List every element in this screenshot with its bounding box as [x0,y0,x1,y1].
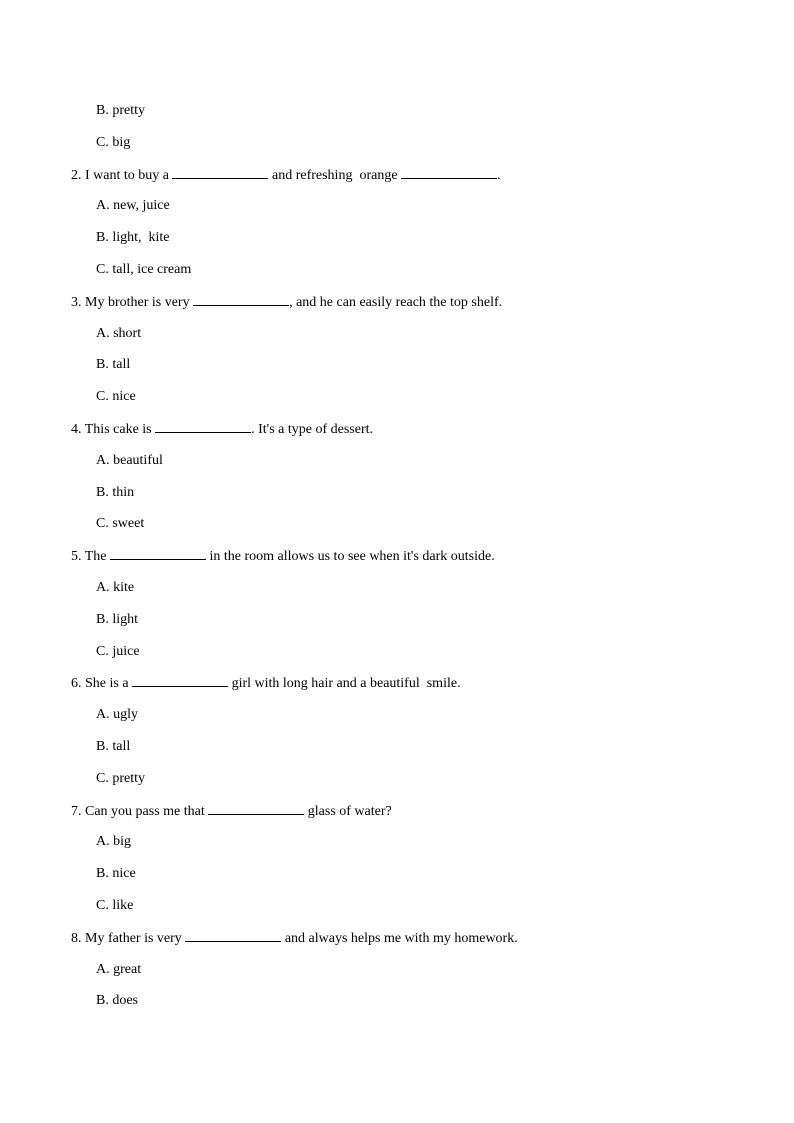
question-text: . [497,167,501,183]
question-text: 7. Can you pass me that [71,803,209,819]
answer-blank[interactable] [110,547,206,560]
question-text: glass of water? [304,803,392,819]
answer-blank[interactable] [208,802,304,815]
answer-blank[interactable] [401,166,497,179]
answer-option: A. big [96,834,131,850]
answer-blank[interactable] [172,166,268,179]
answer-option: B. light, kite [96,230,170,246]
question-text: 4. This cake is [71,422,156,437]
question-text: and always helps me with my homework. [281,930,518,946]
answer-blank[interactable] [132,674,228,687]
answer-option: A. beautiful [96,452,163,468]
answer-option: B. tall [96,739,131,754]
question-text: 5. The [71,549,111,565]
answer-blank[interactable] [185,929,281,942]
answer-option: A. ugly [96,707,138,723]
question-line [71,166,501,185]
question-line [71,547,495,566]
answer-option: A. new, juice [96,198,170,214]
question-line [71,674,461,693]
answer-option: A. great [96,961,142,977]
question-line [71,293,502,312]
answer-option: C. nice [96,389,136,405]
answer-blank[interactable] [193,293,289,306]
question-text: and refreshing orange [268,167,402,183]
answer-option: B. nice [96,866,136,882]
answer-option: B. tall [96,357,131,373]
question-line [71,929,518,948]
answer-option: B. thin [96,484,135,500]
answer-blank[interactable] [155,420,251,433]
question-text: 3. My brother is very [71,294,194,310]
answer-option: B. does [96,993,138,1009]
answer-option: A. kite [96,580,135,595]
question-text: . It's a type of dessert. [251,422,374,437]
answer-option: C. pretty [96,770,145,786]
question-text: in the room allows us to see when it's dark outside. [206,549,495,565]
answer-option: A. short [96,325,142,341]
answer-option: C. tall, ice cream [96,262,192,277]
answer-option: C. juice [96,643,140,659]
question-text: 6. She is a [71,676,133,692]
answer-option: B. light [96,611,139,627]
answer-option: B. pretty [96,103,145,118]
question-line [71,802,392,821]
question-text: 2. I want to buy a [71,167,173,183]
question-line [71,420,373,439]
question-text: , and he can easily reach the top shelf. [289,294,503,310]
question-text: 8. My father is very [71,930,186,946]
answer-option: C. sweet [96,516,145,532]
answer-option: C. big [96,134,131,150]
answer-option: C. like [96,898,134,913]
question-text: girl with long hair and a beautiful smile. [228,676,461,692]
